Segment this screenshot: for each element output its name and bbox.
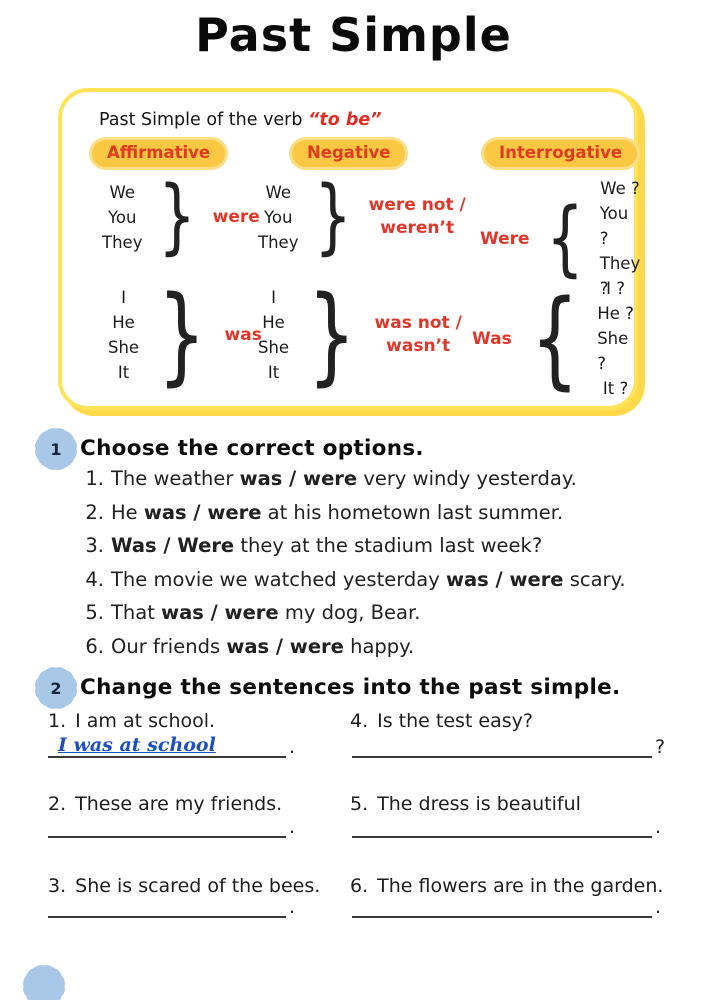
exercise-2-number: 2 [50, 678, 62, 698]
item-text [111, 467, 577, 490]
item-pre: He [111, 500, 144, 524]
pronoun: We ? [600, 179, 640, 198]
prompt-text: The flowers are in the garden. [377, 875, 664, 897]
item-text [111, 568, 626, 591]
pronoun: I [271, 288, 276, 307]
label-interrogative: Interrogative [484, 140, 637, 167]
affirmative-was-group [108, 273, 262, 396]
exercise-2-badge [38, 670, 74, 706]
answer-blank-line [48, 894, 286, 918]
item-number: 1. [85, 467, 104, 490]
exercise-2-prompt-4 [350, 710, 533, 732]
exercise-1-item [80, 601, 626, 635]
pronoun: It ? [602, 379, 629, 398]
prompt-text: She is scared of the bees. [75, 875, 321, 897]
answer-line-6 [352, 894, 661, 918]
answer-blank-line [48, 734, 286, 758]
item-post: scary. [563, 567, 626, 591]
negative-were-group [258, 169, 466, 264]
interrogative-was-group [472, 276, 634, 401]
verb-were-question: Were [480, 228, 530, 249]
pronoun-stack [258, 180, 298, 255]
item-number: 6. [350, 875, 369, 897]
pronoun-stack [258, 285, 289, 385]
item-post: they at the stadium last week? [234, 534, 543, 558]
label-affirmative: Affirmative [92, 140, 225, 167]
answer-line-1 [48, 734, 295, 758]
item-post: happy. [343, 634, 415, 658]
pronoun: I ? [606, 279, 626, 298]
item-post: at his hometown last summer. [261, 500, 564, 524]
exercise-1-badge [38, 431, 74, 467]
answer-line-5 [352, 814, 661, 838]
exercise-1-item [80, 534, 626, 568]
exercise-1-item [80, 568, 626, 602]
prompt-text: The dress is beautiful [377, 793, 581, 815]
pronoun-stack [102, 180, 142, 255]
verb-were: were [212, 207, 260, 227]
item-choice: was / were [445, 567, 564, 591]
pronoun: We [265, 182, 291, 202]
open-brace: { [530, 276, 579, 400]
answer-blank-line [352, 894, 652, 918]
heading-verb-to-be: “to be” [308, 110, 382, 130]
pronoun: He ? [597, 304, 634, 323]
reference-box-heading [99, 110, 381, 130]
pronoun: She ? [597, 329, 629, 373]
pronoun: She [108, 338, 140, 357]
page-title: Past Simple [195, 8, 512, 62]
pronoun: It [267, 363, 280, 382]
item-number: 4. [350, 710, 369, 732]
pronoun: She [258, 338, 290, 357]
item-number: 3. [48, 875, 67, 897]
item-text [111, 601, 420, 624]
item-choice: Was / Were [111, 534, 235, 558]
label-negative: Negative [292, 140, 405, 167]
verb-was-not [375, 312, 462, 358]
verb-line: were not / [368, 195, 466, 215]
open-brace: { [545, 190, 584, 286]
item-choice: was / were [161, 601, 279, 625]
close-brace: } [314, 169, 353, 264]
line-end-punctuation: . [289, 816, 296, 838]
pronoun: It [117, 363, 130, 382]
close-brace: } [158, 169, 197, 264]
exercise-2-prompt-1 [48, 710, 215, 732]
verb-line: weren’t [380, 218, 455, 238]
exercise-2-title: Change the sentences into the past simple. [80, 675, 621, 700]
close-brace: } [157, 273, 207, 396]
verb-line: was not / [374, 313, 462, 333]
answer-line-4 [352, 734, 665, 758]
answer-blank-line [352, 734, 652, 758]
exercise-1-number: 1 [50, 439, 62, 459]
pronoun: He [262, 313, 285, 332]
item-post: my dog, Bear. [278, 601, 421, 625]
verb-to-be-reference-box [58, 88, 641, 410]
pronoun: You [264, 207, 293, 227]
pronoun-stack [597, 276, 634, 401]
line-end-punctuation: . [289, 896, 296, 918]
item-choice: was / were [143, 500, 262, 524]
item-pre: That [111, 601, 162, 625]
exercise-1-item [80, 467, 626, 501]
prompt-text: I am at school. [75, 710, 216, 732]
item-choice: was / were [239, 467, 358, 490]
item-pre: The movie we watched yesterday [111, 567, 446, 591]
item-number: 5. [350, 793, 369, 815]
line-end-punctuation: . [289, 736, 296, 758]
answer-blank-line [352, 814, 652, 838]
pronoun: They ? [599, 254, 641, 298]
item-text [111, 635, 414, 658]
pronoun: We [109, 182, 135, 202]
item-text [111, 501, 563, 524]
affirmative-were-group [102, 169, 260, 264]
pronoun: He [112, 313, 135, 332]
exercise-1-item [80, 501, 626, 535]
item-number: 3. [85, 534, 104, 558]
item-pre: Our friends [111, 634, 227, 658]
line-end-punctuation: ? [655, 736, 666, 758]
pronoun: They [102, 232, 143, 252]
item-number: 1. [48, 710, 67, 732]
pronoun: I [121, 288, 126, 307]
answer-line-2 [48, 814, 295, 838]
line-end-punctuation: . [655, 816, 662, 838]
item-post: very windy yesterday. [357, 467, 577, 490]
prompt-text: These are my friends. [75, 793, 283, 815]
exercise-2-prompt-5 [350, 793, 581, 815]
prompt-text: Is the test easy? [377, 710, 533, 732]
exercise-1-list [80, 467, 626, 669]
negative-was-group [258, 273, 462, 396]
close-brace: } [307, 273, 357, 396]
exercise-1-title: Choose the correct options. [80, 436, 424, 461]
verb-were-not [369, 194, 466, 240]
item-pre: The weather [111, 467, 240, 490]
verb-was: was [224, 325, 262, 345]
pronoun-stack [108, 285, 139, 385]
answer-blank-line [48, 814, 286, 838]
pronoun: They [258, 232, 299, 252]
verb-line: wasn’t [386, 336, 451, 356]
item-number: 2. [85, 500, 104, 524]
exercise-2-prompt-2 [48, 793, 282, 815]
item-text [111, 534, 542, 557]
pronoun: You [108, 207, 137, 227]
handwritten-answer: I was at school [58, 734, 216, 756]
item-number: 2. [48, 793, 67, 815]
item-number: 4. [85, 567, 104, 591]
heading-plain-text: Past Simple of the verb [99, 110, 309, 130]
answer-line-3 [48, 894, 295, 918]
item-number: 6. [85, 634, 104, 658]
pronoun: You ? [599, 204, 629, 248]
exercise-1-item [80, 635, 626, 669]
exercise-3-badge-partial [26, 968, 62, 1000]
exercise-3-number [26, 968, 62, 1000]
line-end-punctuation: . [655, 896, 662, 918]
item-choice: was / were [226, 634, 344, 658]
verb-was-question: Was [472, 328, 512, 349]
item-number: 5. [85, 601, 104, 625]
